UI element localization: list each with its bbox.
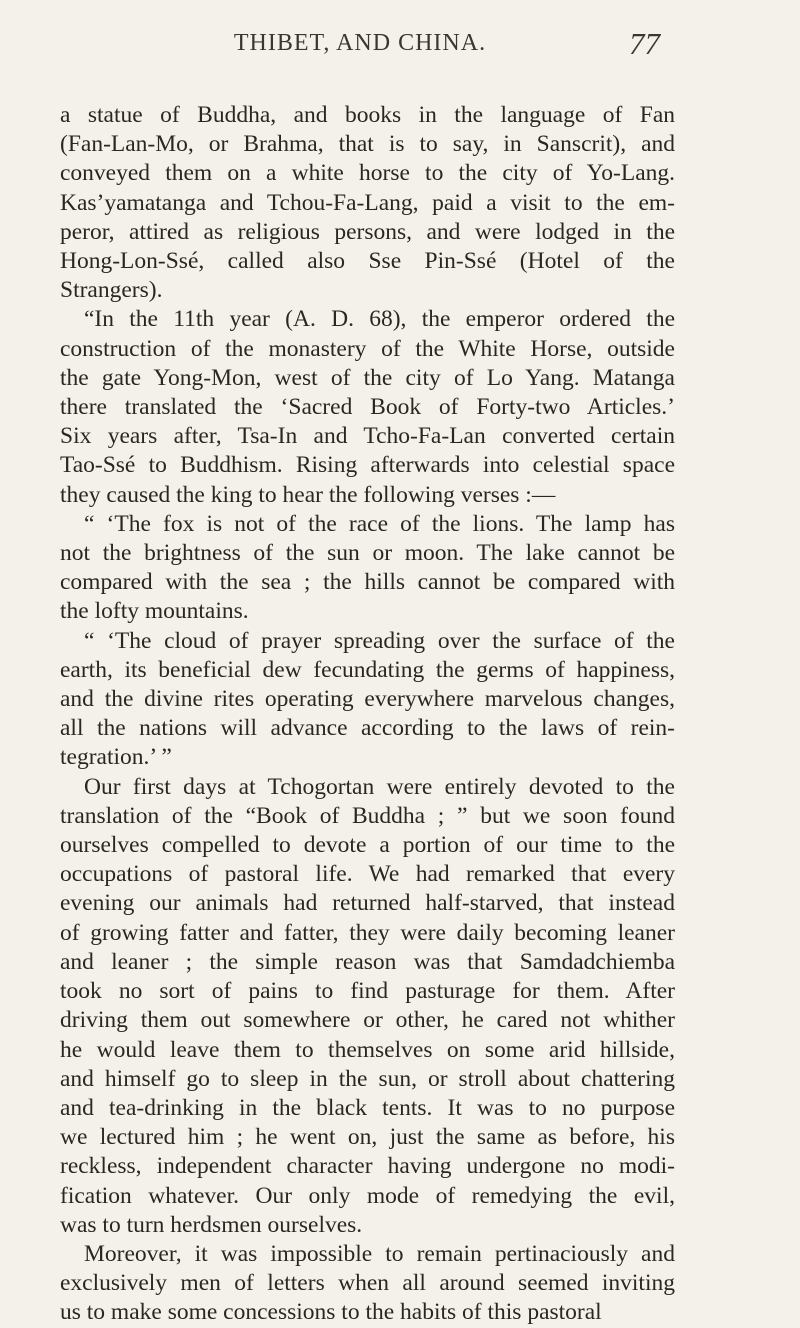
text-line: ourselves compelled to devote a portion of our time to the [60,832,675,859]
paragraph [60,627,675,773]
text-line: exclusively men of letters when all around seemed inviting [60,1270,675,1297]
text-line: “In the 11th year (A. D. 68), the emperor ordered the [84,306,675,333]
text-line: took no sort of pains to find pasturage for them. After [60,978,675,1005]
text-line: occupations of pastoral life. We had remarked that every [60,861,675,888]
text-line: Hong-Lon-Ssé, called also Sse Pin-Ssé (Hotel of the [60,248,675,275]
text-line: “ ‘The fox is not of the race of the lions. The lamp has [84,510,675,537]
running-title: THIBET, AND CHINA. [233,30,487,56]
text-line: “ ‘The cloud of prayer spreading over the surface of the [84,627,675,654]
text-line: (Fan-Lan-Mo, or Brahma, that is to say, in Sanscrit), and [60,131,675,158]
text-line: Moreover, it was impossible to remain pertinaciously and [84,1240,675,1267]
paragraph [60,773,675,1240]
text-line: was to turn herdsmen ourselves. [60,1211,363,1238]
text-line: evening our animals had returned half-starved, that instead [60,890,675,917]
text-line: and himself go to sleep in the sun, or stroll about chattering [60,1065,675,1092]
text-line: all the nations will advance according to the laws of rein- [60,715,675,742]
text-line: driving them out somewhere or other, he cared not whither [60,1007,675,1034]
text-line: we lectured him ; he went on, just the same as before, his [60,1124,675,1151]
page-number: 77 [629,26,660,61]
body-text [60,101,675,1328]
text-line: the gate Yong-Mon, west of the city of Lo Yang. Matanga [60,364,675,391]
paragraph [60,305,675,509]
text-line: earth, its beneficial dew fecundating the germs of happiness, [60,656,675,683]
text-line: and leaner ; the simple reason was that Samdadchiemba [60,948,675,975]
text-line: us to make some concessions to the habits of this pastoral [60,1299,602,1326]
text-line: Our first days at Tchogortan were entirely devoted to the [84,773,675,800]
text-line: and the divine rites operating everywhere marvelous changes, [60,686,675,713]
text-line: there translated the ‘Sacred Book of Forty-two Articles.’ [60,394,675,421]
paragraph [60,510,675,627]
text-line: of growing fatter and fatter, they were daily becoming leaner [60,919,675,946]
text-line: the lofty mountains. [60,598,249,625]
text-line: Strangers). [60,277,163,304]
text-line: a statue of Buddha, and books in the language of Fan [60,102,675,128]
text-line: and tea-drinking in the black tents. It was to no purpose [60,1094,675,1121]
text-line: they caused the king to hear the following verses :— [60,481,556,508]
text-line: he would leave them to themselves on some arid hillside, [60,1036,675,1063]
paragraph [60,1240,675,1328]
text-line: construction of the monastery of the White Horse, outside [60,335,675,362]
text-line: Kas’yamatanga and Tchou-Fa-Lang, paid a visit to the em- [60,189,675,216]
text-line: reckless, independent character having undergone no modi- [60,1153,675,1180]
text-line: tegration.’ ” [60,744,172,771]
text-line: not the brightness of the sun or moon. The lake cannot be [60,540,675,567]
text-line: fication whatever. Our only mode of remedying the evil, [60,1182,675,1209]
text-line: compared with the sea ; the hills cannot be compared with [60,569,675,596]
text-line: Tao-Ssé to Buddhism. Rising afterwards into celestial space [60,452,675,479]
text-line: peror, attired as religious persons, and were lodged in the [60,218,675,245]
text-line: conveyed them on a white horse to the city of Yo-Lang. [60,160,675,187]
text-line: Six years after, Tsa-In and Tcho-Fa-Lan converted certain [60,423,675,450]
paragraph [60,101,675,305]
page-header [60,26,660,70]
text-line: translation of the “Book of Buddha ; ” but we soon found [60,802,675,829]
